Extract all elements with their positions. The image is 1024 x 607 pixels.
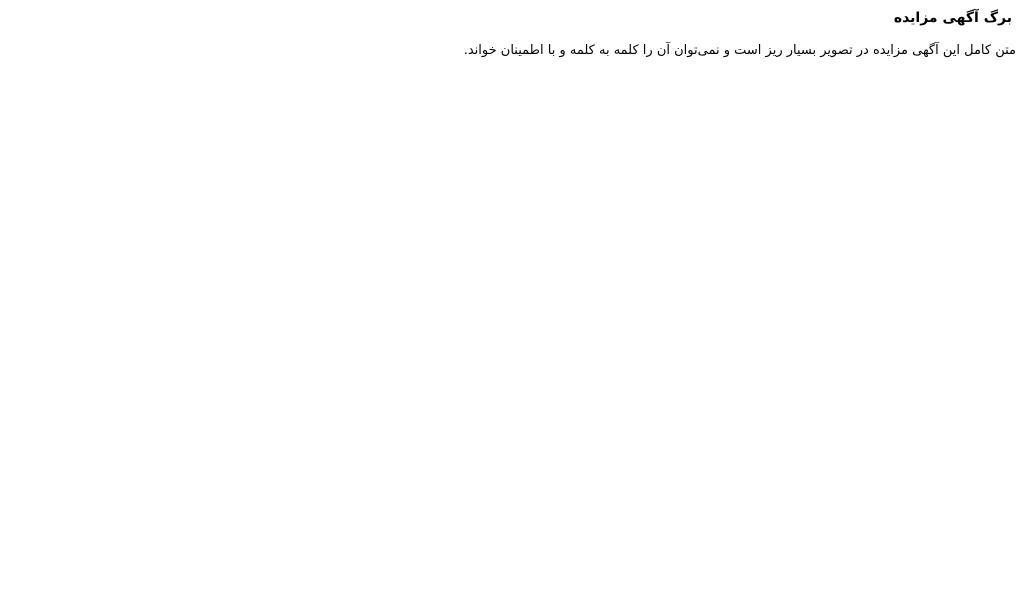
notice-title: برگ آگهی مزایده	[893, 10, 1012, 26]
notice-body: متن کامل این آگهی مزایده در تصویر بسیار ریز است و نمی‌توان آن را کلمه به کلمه و با اطمینان خواند.	[463, 43, 1016, 58]
